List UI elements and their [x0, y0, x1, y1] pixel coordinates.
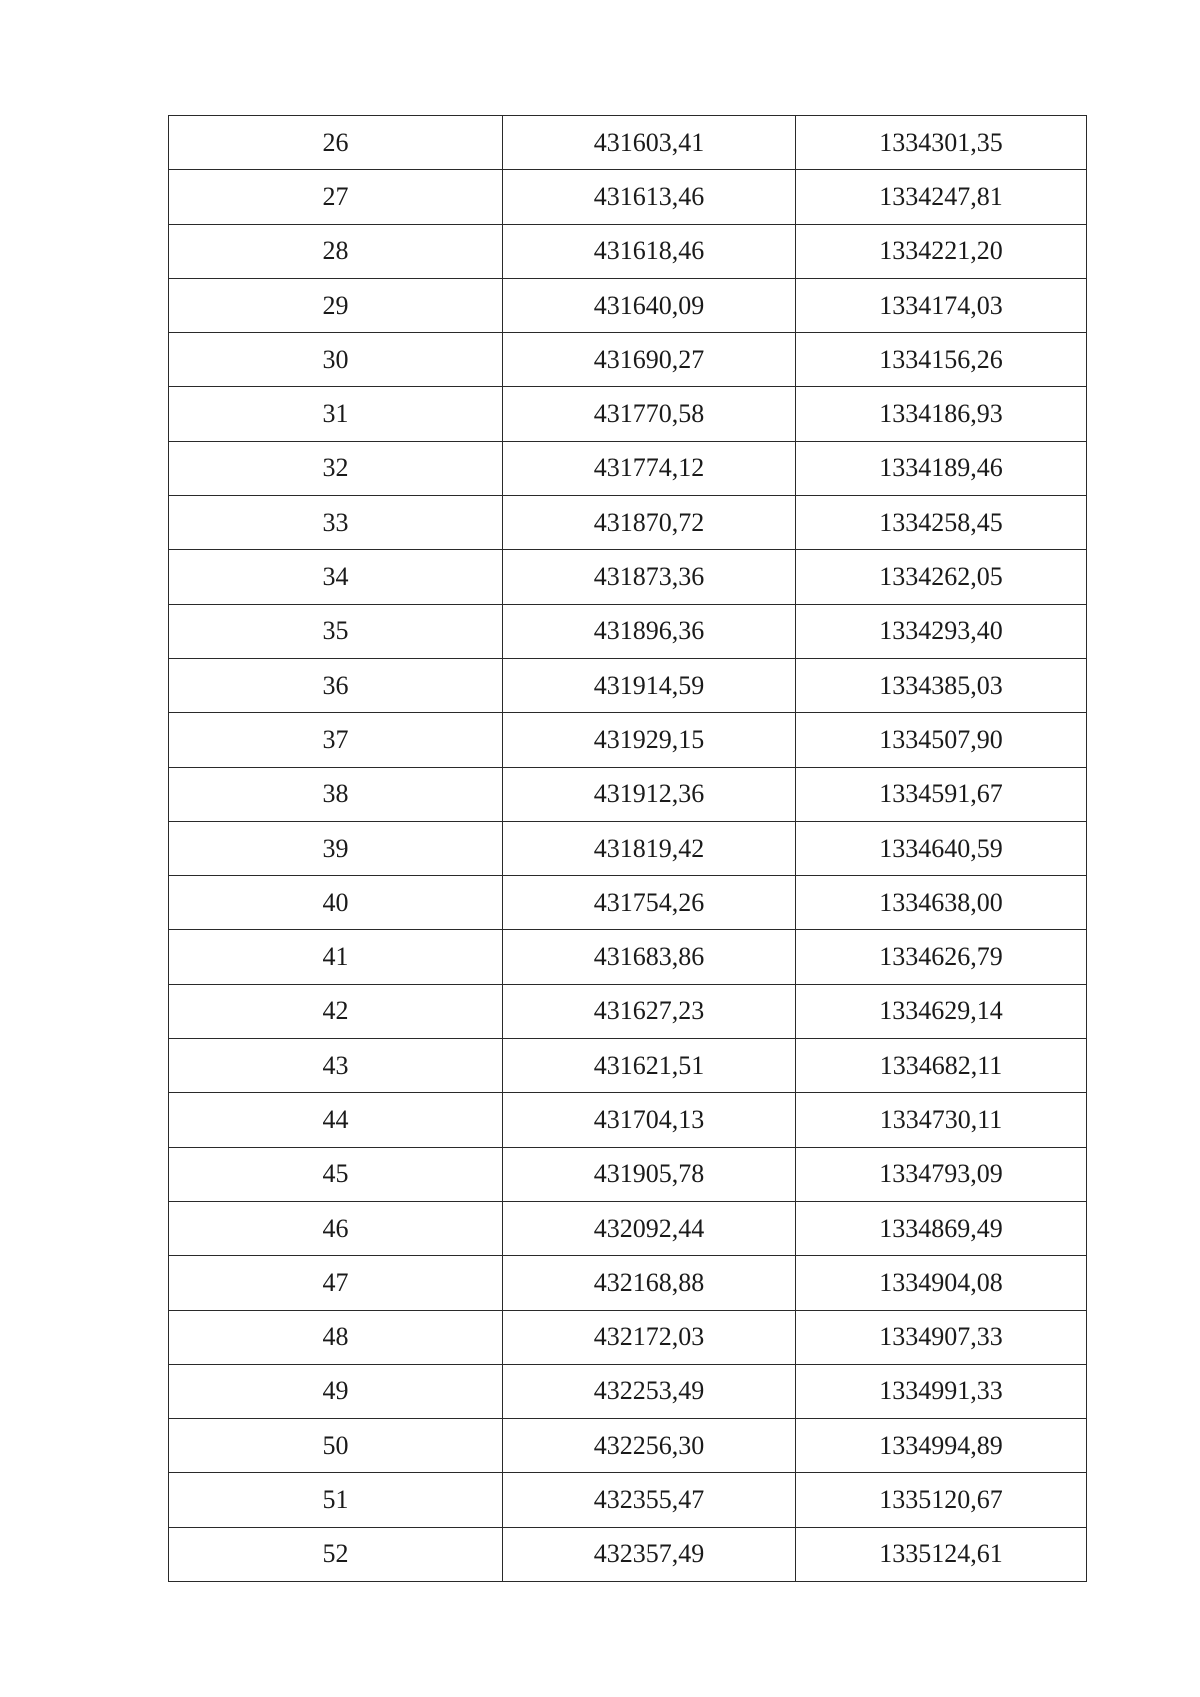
point-number-cell: 43 — [169, 1039, 503, 1093]
x-coordinate-cell: 432253,49 — [503, 1364, 796, 1418]
y-coordinate-cell: 1334991,33 — [796, 1364, 1087, 1418]
y-coordinate-cell: 1334626,79 — [796, 930, 1087, 984]
y-coordinate-cell: 1334730,11 — [796, 1093, 1087, 1147]
table-row — [169, 930, 1087, 984]
point-number-cell: 45 — [169, 1147, 503, 1201]
point-number-cell: 27 — [169, 170, 503, 224]
y-coordinate-cell: 1334258,45 — [796, 496, 1087, 550]
x-coordinate-cell: 432256,30 — [503, 1419, 796, 1473]
x-coordinate-cell: 431704,13 — [503, 1093, 796, 1147]
x-coordinate-cell: 432168,88 — [503, 1256, 796, 1310]
point-number-cell: 41 — [169, 930, 503, 984]
point-number-cell: 46 — [169, 1201, 503, 1255]
y-coordinate-cell: 1334186,93 — [796, 387, 1087, 441]
table-row — [169, 1419, 1087, 1473]
point-number-cell: 49 — [169, 1364, 503, 1418]
point-number-cell: 50 — [169, 1419, 503, 1473]
table-row — [169, 224, 1087, 278]
x-coordinate-cell: 431914,59 — [503, 658, 796, 712]
x-coordinate-cell: 431640,09 — [503, 278, 796, 332]
point-number-cell: 38 — [169, 767, 503, 821]
x-coordinate-cell: 431929,15 — [503, 713, 796, 767]
y-coordinate-cell: 1334174,03 — [796, 278, 1087, 332]
x-coordinate-cell: 431603,41 — [503, 116, 796, 170]
point-number-cell: 33 — [169, 496, 503, 550]
x-coordinate-cell: 431870,72 — [503, 496, 796, 550]
point-number-cell: 51 — [169, 1473, 503, 1527]
point-number-cell: 39 — [169, 821, 503, 875]
table-row — [169, 1201, 1087, 1255]
x-coordinate-cell: 431690,27 — [503, 333, 796, 387]
table-row — [169, 767, 1087, 821]
y-coordinate-cell: 1334640,59 — [796, 821, 1087, 875]
table-row — [169, 713, 1087, 767]
point-number-cell: 28 — [169, 224, 503, 278]
point-number-cell: 36 — [169, 658, 503, 712]
x-coordinate-cell: 432357,49 — [503, 1527, 796, 1581]
table-row — [169, 1039, 1087, 1093]
point-number-cell: 26 — [169, 116, 503, 170]
y-coordinate-cell: 1334629,14 — [796, 984, 1087, 1038]
point-number-cell: 29 — [169, 278, 503, 332]
y-coordinate-cell: 1335124,61 — [796, 1527, 1087, 1581]
y-coordinate-cell: 1334904,08 — [796, 1256, 1087, 1310]
y-coordinate-cell: 1334247,81 — [796, 170, 1087, 224]
x-coordinate-cell: 432092,44 — [503, 1201, 796, 1255]
table-row — [169, 387, 1087, 441]
y-coordinate-cell: 1334293,40 — [796, 604, 1087, 658]
table-row — [169, 116, 1087, 170]
table-row — [169, 1527, 1087, 1581]
x-coordinate-cell: 431819,42 — [503, 821, 796, 875]
coordinates-table — [168, 115, 1087, 1582]
x-coordinate-cell: 431621,51 — [503, 1039, 796, 1093]
table-row — [169, 1310, 1087, 1364]
x-coordinate-cell: 431770,58 — [503, 387, 796, 441]
table-row — [169, 604, 1087, 658]
x-coordinate-cell: 431912,36 — [503, 767, 796, 821]
point-number-cell: 37 — [169, 713, 503, 767]
point-number-cell: 34 — [169, 550, 503, 604]
point-number-cell: 44 — [169, 1093, 503, 1147]
table-row — [169, 1147, 1087, 1201]
table-row — [169, 170, 1087, 224]
table-row — [169, 821, 1087, 875]
y-coordinate-cell: 1334262,05 — [796, 550, 1087, 604]
point-number-cell: 52 — [169, 1527, 503, 1581]
point-number-cell: 48 — [169, 1310, 503, 1364]
table-row — [169, 658, 1087, 712]
point-number-cell: 30 — [169, 333, 503, 387]
x-coordinate-cell: 431627,23 — [503, 984, 796, 1038]
y-coordinate-cell: 1334638,00 — [796, 876, 1087, 930]
table-row — [169, 333, 1087, 387]
x-coordinate-cell: 431683,86 — [503, 930, 796, 984]
point-number-cell: 47 — [169, 1256, 503, 1310]
x-coordinate-cell: 432355,47 — [503, 1473, 796, 1527]
table-row — [169, 876, 1087, 930]
table-row — [169, 1093, 1087, 1147]
x-coordinate-cell: 431613,46 — [503, 170, 796, 224]
point-number-cell: 31 — [169, 387, 503, 441]
point-number-cell: 42 — [169, 984, 503, 1038]
y-coordinate-cell: 1334869,49 — [796, 1201, 1087, 1255]
x-coordinate-cell: 431774,12 — [503, 441, 796, 495]
y-coordinate-cell: 1334507,90 — [796, 713, 1087, 767]
x-coordinate-cell: 431905,78 — [503, 1147, 796, 1201]
y-coordinate-cell: 1334221,20 — [796, 224, 1087, 278]
x-coordinate-cell: 431873,36 — [503, 550, 796, 604]
y-coordinate-cell: 1334385,03 — [796, 658, 1087, 712]
y-coordinate-cell: 1335120,67 — [796, 1473, 1087, 1527]
point-number-cell: 35 — [169, 604, 503, 658]
y-coordinate-cell: 1334301,35 — [796, 116, 1087, 170]
x-coordinate-cell: 431754,26 — [503, 876, 796, 930]
table-row — [169, 1364, 1087, 1418]
point-number-cell: 40 — [169, 876, 503, 930]
table-row — [169, 1473, 1087, 1527]
y-coordinate-cell: 1334189,46 — [796, 441, 1087, 495]
table-row — [169, 984, 1087, 1038]
table-row — [169, 278, 1087, 332]
y-coordinate-cell: 1334994,89 — [796, 1419, 1087, 1473]
table-row — [169, 550, 1087, 604]
coordinates-table-body — [169, 116, 1087, 1582]
x-coordinate-cell: 431618,46 — [503, 224, 796, 278]
y-coordinate-cell: 1334793,09 — [796, 1147, 1087, 1201]
y-coordinate-cell: 1334907,33 — [796, 1310, 1087, 1364]
y-coordinate-cell: 1334591,67 — [796, 767, 1087, 821]
table-row — [169, 441, 1087, 495]
point-number-cell: 32 — [169, 441, 503, 495]
y-coordinate-cell: 1334156,26 — [796, 333, 1087, 387]
table-row — [169, 1256, 1087, 1310]
table-row — [169, 496, 1087, 550]
x-coordinate-cell: 432172,03 — [503, 1310, 796, 1364]
y-coordinate-cell: 1334682,11 — [796, 1039, 1087, 1093]
x-coordinate-cell: 431896,36 — [503, 604, 796, 658]
